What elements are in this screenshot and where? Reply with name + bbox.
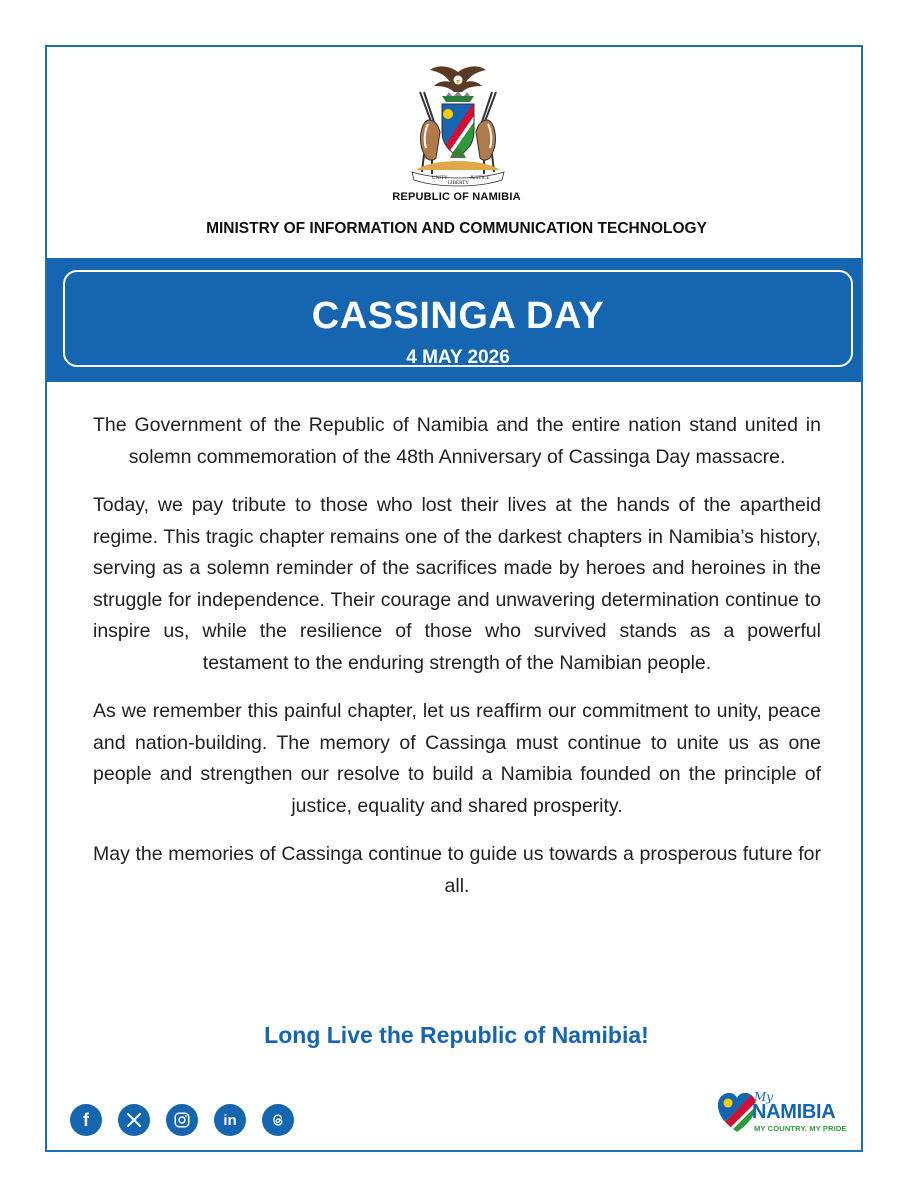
brand-tagline: MY COUNTRY. MY PRIDE — [754, 1124, 847, 1133]
svg-text:JUSTICE: JUSTICE — [470, 176, 490, 181]
closing-slogan: Long Live the Republic of Namibia! — [264, 1022, 649, 1048]
social-links — [70, 1104, 294, 1136]
ministry-name: MINISTRY OF INFORMATION AND COMMUNICATION TECHNOLOGY — [206, 220, 707, 237]
threads-glyph — [269, 1111, 287, 1129]
facebook-icon[interactable] — [70, 1104, 102, 1136]
statement-body — [93, 410, 821, 919]
event-date: 4 MAY 2026 — [406, 347, 510, 368]
x-icon[interactable] — [118, 1104, 150, 1136]
instagram-glyph — [173, 1111, 191, 1129]
paragraph-3: As we remember this painful chapter, let us reaffirm our commitment to unity, peace and nation-building. The memory of Cassinga must continue to unite us as one people and strengthen our resolve to build a Namibia founded on the principle of justice, equality and shared prosperity. — [93, 700, 821, 817]
facebook-glyph: f — [83, 1109, 89, 1130]
republic-label: REPUBLIC OF NAMIBIA — [392, 191, 521, 203]
title-banner-frame — [63, 270, 853, 367]
paragraph-2: Today, we pay tribute to those who lost their lives at the hands of the apartheid regime. This tragic chapter remains one of the darkest chapters in Namibia’s history, serving as a solemn reminder of the sacrifices made by heroes and heroines in the struggle for independence. Their courage and unwavering determination continue to inspire us, while the resilience of those who survived stands as a powerful testament to the enduring strength of the Namibian people. — [93, 494, 821, 674]
brand-name: NAMIBIA — [752, 1101, 836, 1123]
svg-text:LIBERTY: LIBERTY — [448, 181, 469, 186]
paragraph-1: The Government of the Republic of Namibia and the entire nation stand united in solemn commemoration of the 48th Anniversary of Cassinga Day massacre. — [93, 414, 821, 468]
paragraph-4: May the memories of Cassinga continue to guide us towards a prosperous future for all. — [93, 843, 821, 897]
x-glyph — [125, 1111, 143, 1129]
svg-text:UNITY: UNITY — [432, 176, 448, 181]
linkedin-icon[interactable] — [214, 1104, 246, 1136]
namibia-coat-of-arms-icon — [398, 62, 518, 192]
brand-my: My — [754, 1090, 774, 1104]
threads-icon[interactable] — [262, 1104, 294, 1136]
linkedin-glyph: in — [223, 1111, 237, 1129]
instagram-icon[interactable] — [166, 1104, 198, 1136]
page-title: CASSINGA DAY — [311, 295, 605, 337]
my-namibia-logo — [716, 1090, 856, 1146]
title-banner — [47, 258, 861, 382]
